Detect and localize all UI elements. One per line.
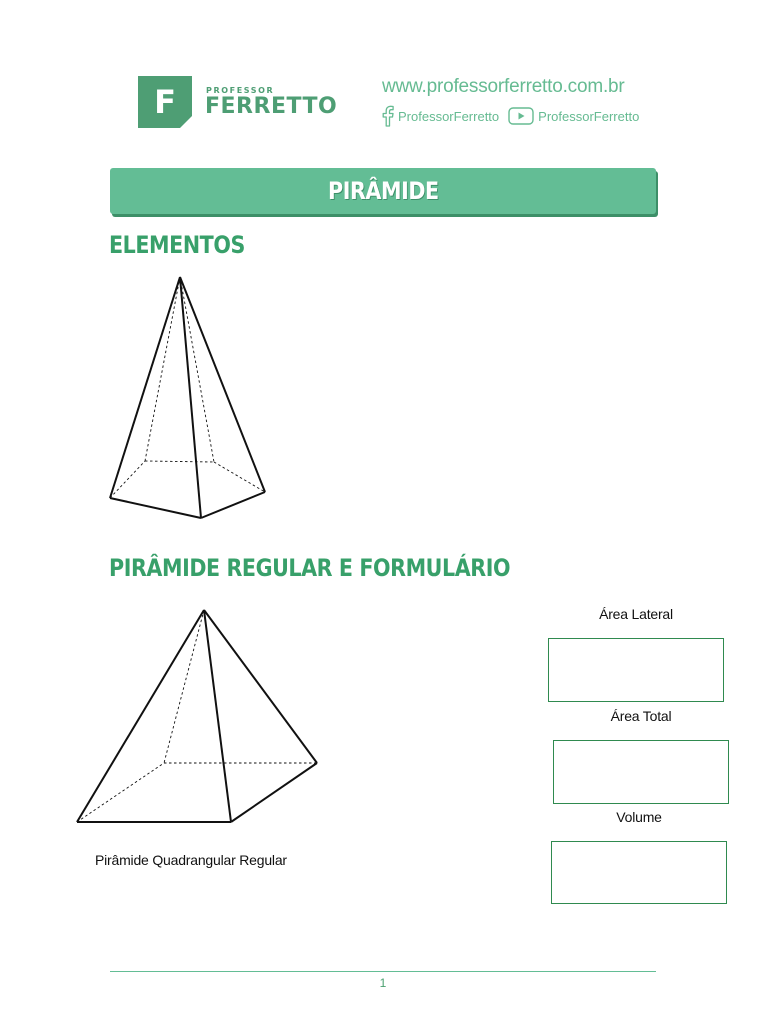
title-banner [110, 168, 656, 214]
formula-label-volume: Volume [616, 809, 662, 825]
logo-small-text: PROFESSOR [206, 86, 275, 95]
formula-box-area-lateral[interactable] [548, 638, 724, 702]
logo-f-icon [138, 76, 192, 128]
pentagonal-pyramid-figure [110, 277, 265, 518]
square-hidden-edges [77, 610, 317, 822]
logo-letter: F [154, 83, 176, 121]
figure-caption: Pirâmide Quadrangular Regular [95, 852, 287, 868]
footer-divider [110, 971, 656, 972]
pentagonal-hidden-edges [110, 277, 265, 498]
facebook-link[interactable]: ProfessorFerretto [398, 108, 500, 124]
youtube-link[interactable]: ProfessorFerretto [538, 108, 640, 124]
section-heading-elementos: ELEMENTOS [109, 231, 245, 259]
youtube-icon [508, 107, 534, 125]
square-pyramid-figure [77, 610, 317, 822]
logo-big-text: FERRETTO [205, 94, 338, 119]
page-title: PIRÂMIDE [327, 177, 439, 205]
square-visible-edges [77, 610, 317, 822]
formula-label-area-lateral: Área Lateral [599, 606, 673, 622]
section-heading-regular: PIRÂMIDE REGULAR E FORMULÁRIO [109, 554, 511, 582]
formula-label-area-total: Área Total [610, 708, 672, 724]
social-links [380, 104, 639, 128]
formula-box-area-total[interactable] [553, 740, 729, 804]
website-link[interactable]: www.professorferretto.com.br [382, 76, 625, 97]
formula-box-volume[interactable] [551, 841, 727, 904]
page-number: 1 [379, 976, 387, 990]
pentagonal-visible-edges [110, 277, 265, 518]
facebook-icon [380, 105, 396, 127]
brand-logo[interactable] [138, 76, 338, 130]
